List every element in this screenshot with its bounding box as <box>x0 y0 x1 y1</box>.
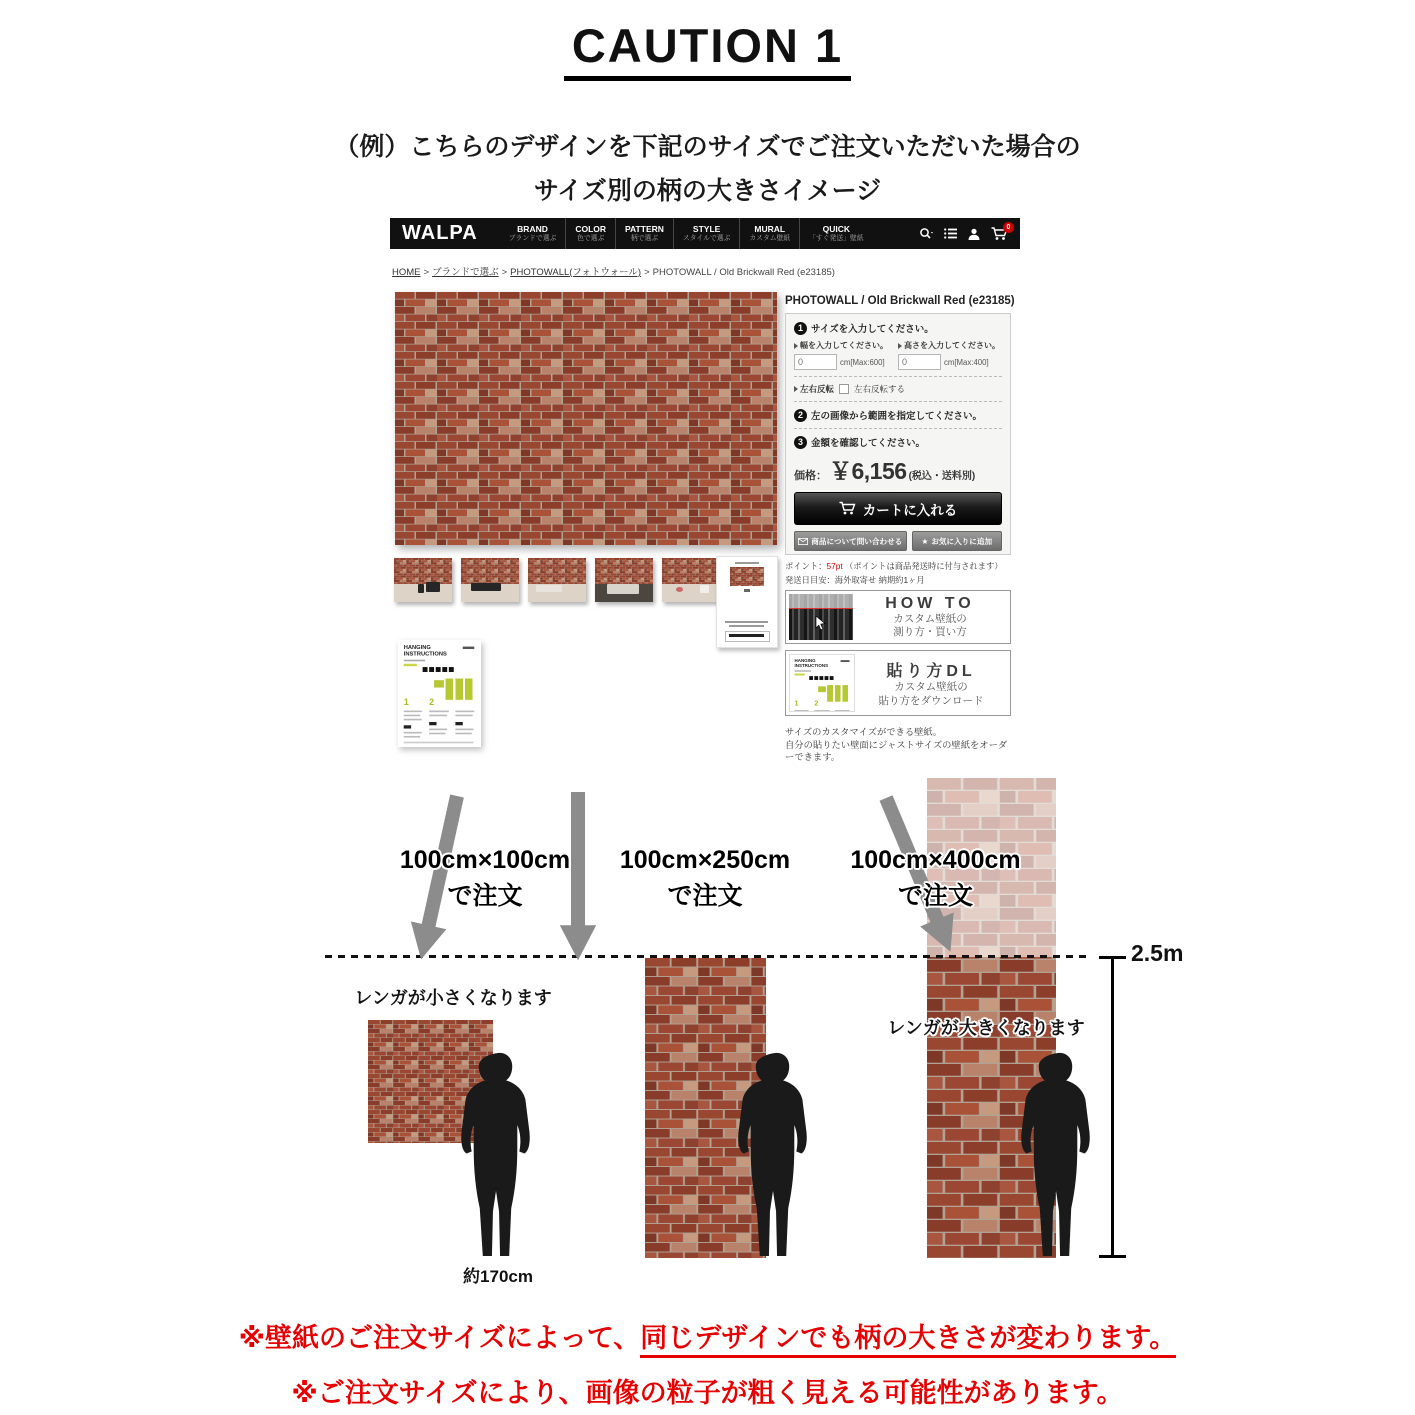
intro-line1: （例）こちらのデザインを下記のサイズでご注文いただいた場合の <box>334 133 1081 161</box>
cart-button-icon <box>839 501 856 516</box>
cart-badge: 0 <box>1003 222 1014 233</box>
person-silhouette-2 <box>737 1051 809 1259</box>
list-icon[interactable] <box>944 228 957 239</box>
room-thumbnail-4[interactable] <box>595 558 653 602</box>
cart-icon[interactable] <box>991 223 1011 241</box>
envelope-icon <box>798 538 808 545</box>
step3: 3 金額を確認してください。 <box>794 435 1002 449</box>
price-row: 価格： ￥6,156 (税込・送料別) <box>794 453 1002 486</box>
height-input[interactable] <box>898 354 941 370</box>
account-icon[interactable] <box>968 228 980 240</box>
shipping-line: 発送日目安：海外取寄せ 納期約1ヶ月 <box>785 575 925 585</box>
header-icons <box>919 223 1011 241</box>
width-field-group: 幅を入力してください。 0 cm[Max:600] <box>794 340 898 370</box>
nav-color[interactable]: COLOR 色で選ぶ <box>565 218 615 249</box>
thumb-furniture <box>418 584 424 593</box>
nav-mural[interactable]: MURAL カスタム壁紙 <box>739 218 799 249</box>
room-thumbnail-2[interactable] <box>461 558 519 602</box>
thumb-furniture <box>676 587 683 592</box>
product-title: PHOTOWALL / Old Brickwall Red (e23185) <box>785 295 1015 307</box>
order-panel <box>785 313 1011 555</box>
hanging-instructions-doc[interactable]: HANGING INSTRUCTIONS 1 2 <box>398 640 481 747</box>
breadcrumb-current: PHOTOWALL / Old Brickwall Red (e23185) <box>652 267 835 278</box>
height-field-group: 高さを入力してください。 0 cm[Max:400] <box>898 340 1002 370</box>
search-icon[interactable] <box>919 227 933 240</box>
howto-banner[interactable]: HOW TO カスタム壁紙の 測り方・買い方 <box>785 590 1011 644</box>
size-label-100x100: 100cm×100cm で注文 <box>399 846 571 911</box>
walpa-logo[interactable]: WALPA <box>402 222 478 244</box>
person-silhouette-3 <box>1020 1051 1092 1259</box>
main-nav <box>500 218 873 249</box>
thumb-furniture <box>536 585 562 592</box>
step1-number: 1 <box>794 322 807 335</box>
step2-number: 2 <box>794 409 807 422</box>
step2: 2 左の画像から範囲を指定してください。 <box>794 408 1002 422</box>
add-to-cart-button[interactable]: カートに入れる <box>794 492 1002 525</box>
flip-checkbox[interactable] <box>839 384 849 394</box>
favorite-button[interactable]: ★ お気に入りに追加 <box>912 531 1002 551</box>
person-silhouette-1 <box>460 1051 532 1259</box>
bullet-triangle-icon <box>898 343 902 349</box>
cursor-icon <box>815 616 826 631</box>
nav-pattern[interactable]: PATTERN 柄で選ぶ <box>615 218 673 249</box>
person-height-label: 約170cm <box>463 1267 533 1286</box>
nav-quick[interactable]: QUICK 「すぐ発送」壁紙 <box>799 218 872 249</box>
size-label-100x400: 100cm×400cm で注文 <box>850 846 1021 911</box>
breadcrumb-brand[interactable]: ブランドで選ぶ <box>432 267 499 278</box>
page-title: CAUTION 1 <box>0 18 1415 81</box>
howto-thumbnail <box>789 594 853 640</box>
points-line: ポイント：57pt （ポイントは商品発送時に付与されます） <box>785 561 1003 571</box>
thumb-floor <box>662 584 720 602</box>
thumb-furniture <box>426 582 440 592</box>
thumb-furniture <box>700 585 709 593</box>
ruler-top-cap <box>1099 956 1126 959</box>
room-thumbnail-5[interactable] <box>662 558 720 602</box>
nav-style[interactable]: STYLE スタイルで選ぶ <box>673 218 739 249</box>
breadcrumb-photowall[interactable]: PHOTOWALL(フォトウォール) <box>510 267 642 278</box>
hanging-dl-thumbnail: HANGING INSTRUCTIONS 1 2 <box>789 654 855 712</box>
note-smaller-bricks: レンガが小さくなります <box>354 988 552 1008</box>
hanging-dl-title: 貼り方DL <box>886 663 976 681</box>
points-value: 57pt <box>826 561 843 571</box>
thumb-furniture <box>471 583 501 591</box>
howto-title: HOW TO <box>885 594 975 612</box>
size-guide-thumbnail[interactable] <box>716 556 778 648</box>
thumb-furniture <box>607 584 639 594</box>
intro-text <box>0 126 1415 214</box>
ruler-bottom-cap <box>1099 1255 1126 1258</box>
size-label-100x250: 100cm×250cm で注文 <box>619 846 791 911</box>
warning-size-change: ※壁紙のご注文サイズによって、同じデザインでも柄の大きさが変わります。 <box>0 1316 1415 1355</box>
price-value: ￥6,156 <box>829 458 907 484</box>
width-input[interactable] <box>794 354 837 370</box>
site-header <box>390 218 1020 249</box>
breadcrumb: HOME > ブランドで選ぶ > PHOTOWALL(フォトウォール) > PHOTOWALL / Old Brickwall Red (e23185) <box>392 267 835 278</box>
room-thumbnail-1[interactable] <box>394 558 452 602</box>
step1: 1 サイズを入力してください。 <box>794 321 1002 335</box>
breadcrumb-home[interactable]: HOME <box>392 267 421 278</box>
intro-line2: サイズ別の柄の大きさイメージ <box>533 176 882 205</box>
nav-brand[interactable]: BRAND ブランドで選ぶ <box>508 224 557 242</box>
bullet-triangle-icon <box>794 343 798 349</box>
hanging-dl-banner[interactable]: HANGING INSTRUCTIONS 1 2 貼り方DL カスタム壁紙の 貼り方をダウンロード <box>785 650 1011 716</box>
wall-height-ruler <box>1111 957 1114 1258</box>
bullet-triangle-icon <box>794 386 798 392</box>
flip-row: 左右反転 左右反転する <box>794 383 1002 395</box>
step3-number: 3 <box>794 436 807 449</box>
room-thumbnail-3[interactable] <box>528 558 586 602</box>
product-description: サイズのカスタマイズができる壁紙。 自分の貼りたい壁面にジャストサイズの壁紙をオーダーできます。 <box>785 727 1008 763</box>
contact-button[interactable]: 商品について問い合わせる <box>794 531 907 551</box>
note-bigger-bricks: レンガが大きくなります <box>887 1018 1085 1038</box>
star-icon: ★ <box>921 536 929 546</box>
wall-height-label: 2.5m <box>1131 940 1184 966</box>
warning-grain: ※ご注文サイズにより、画像の粒子が粗く見える可能性があります。 <box>291 1378 1124 1408</box>
product-main-image[interactable] <box>395 292 777 545</box>
